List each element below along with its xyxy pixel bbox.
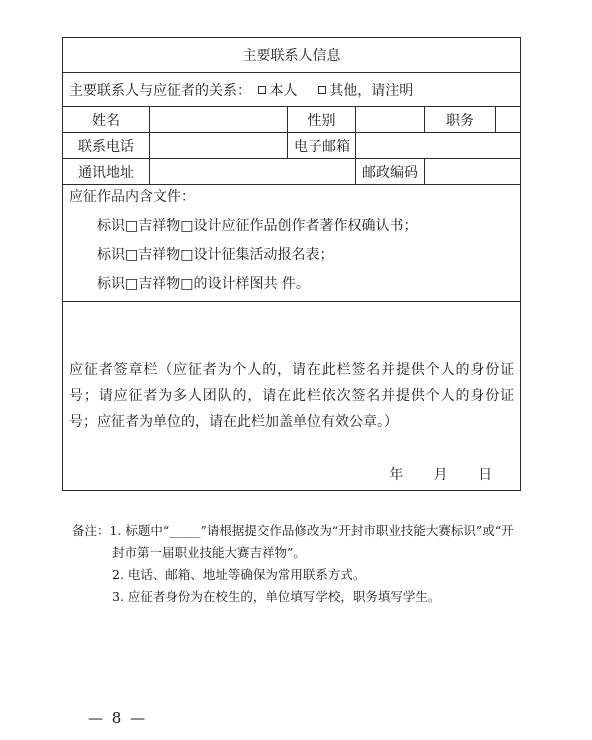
relation-row — [63, 73, 521, 107]
name-field[interactable] — [150, 107, 288, 133]
relation-label: 主要联系人与应征者的关系： — [69, 82, 251, 99]
option-other-label: 其他，请注明 — [329, 82, 414, 99]
address-label: 通讯地址 — [63, 159, 150, 185]
signature-date — [363, 464, 492, 484]
note-1-line-b: 封市第一届职业技能大赛吉祥物”。 — [112, 545, 306, 560]
signature-instructions: 应征者签章栏（应征者为个人的，请在此栏签名并提供个人的身份证号；请应征者为多人团队的，请在此栏依次签名并提供个人的身份证号；应征者为单位的，请在此栏加盖单位有效公章。） — [69, 362, 515, 430]
form-title: 主要联系人信息 — [63, 38, 521, 73]
date-day-label: 日 — [478, 467, 493, 483]
gender-field[interactable] — [356, 107, 425, 133]
email-label: 电子邮箱 — [288, 133, 356, 159]
checkbox-self[interactable] — [258, 86, 266, 94]
files-item-3: 标识□吉祥物□的设计样图共 件。 — [97, 276, 310, 292]
option-self-label: 本人 — [269, 82, 298, 99]
postcode-field[interactable] — [425, 159, 521, 185]
signature-section[interactable] — [63, 302, 521, 491]
position-field[interactable] — [496, 107, 521, 133]
address-field[interactable] — [150, 159, 356, 185]
note-2: 2. 电话、邮箱、地址等确保为常用联系方式。 — [112, 567, 366, 582]
files-item-2: 标识□吉祥物□设计征集活动报名表； — [97, 247, 334, 263]
checkbox-other[interactable] — [318, 86, 326, 94]
email-field[interactable] — [356, 133, 521, 159]
note-3: 3. 应征者身份为在校生的，单位填写学校，职务填写学生。 — [112, 589, 441, 604]
position-label: 职务 — [425, 107, 496, 133]
date-year-label: 年 — [389, 467, 404, 483]
name-label: 姓名 — [63, 107, 150, 133]
gender-label: 性别 — [288, 107, 356, 133]
postcode-label: 邮政编码 — [356, 159, 425, 185]
page-number: — 8 — — [88, 709, 148, 727]
files-heading: 应征作品内含文件： — [69, 189, 195, 205]
phone-label: 联系电话 — [63, 133, 150, 159]
contact-info-form — [62, 37, 521, 491]
files-item-1: 标识□吉祥物□设计应征作品创作者著作权确认书； — [97, 218, 418, 234]
notes-section — [72, 520, 532, 608]
files-section — [63, 185, 521, 302]
note-1-line-a: 备注：1. 标题中“_____”请根据提交作品修改为“开封市职业技能大赛标识”或“开 — [72, 523, 514, 538]
date-month-label: 月 — [433, 467, 448, 483]
phone-field[interactable] — [150, 133, 288, 159]
